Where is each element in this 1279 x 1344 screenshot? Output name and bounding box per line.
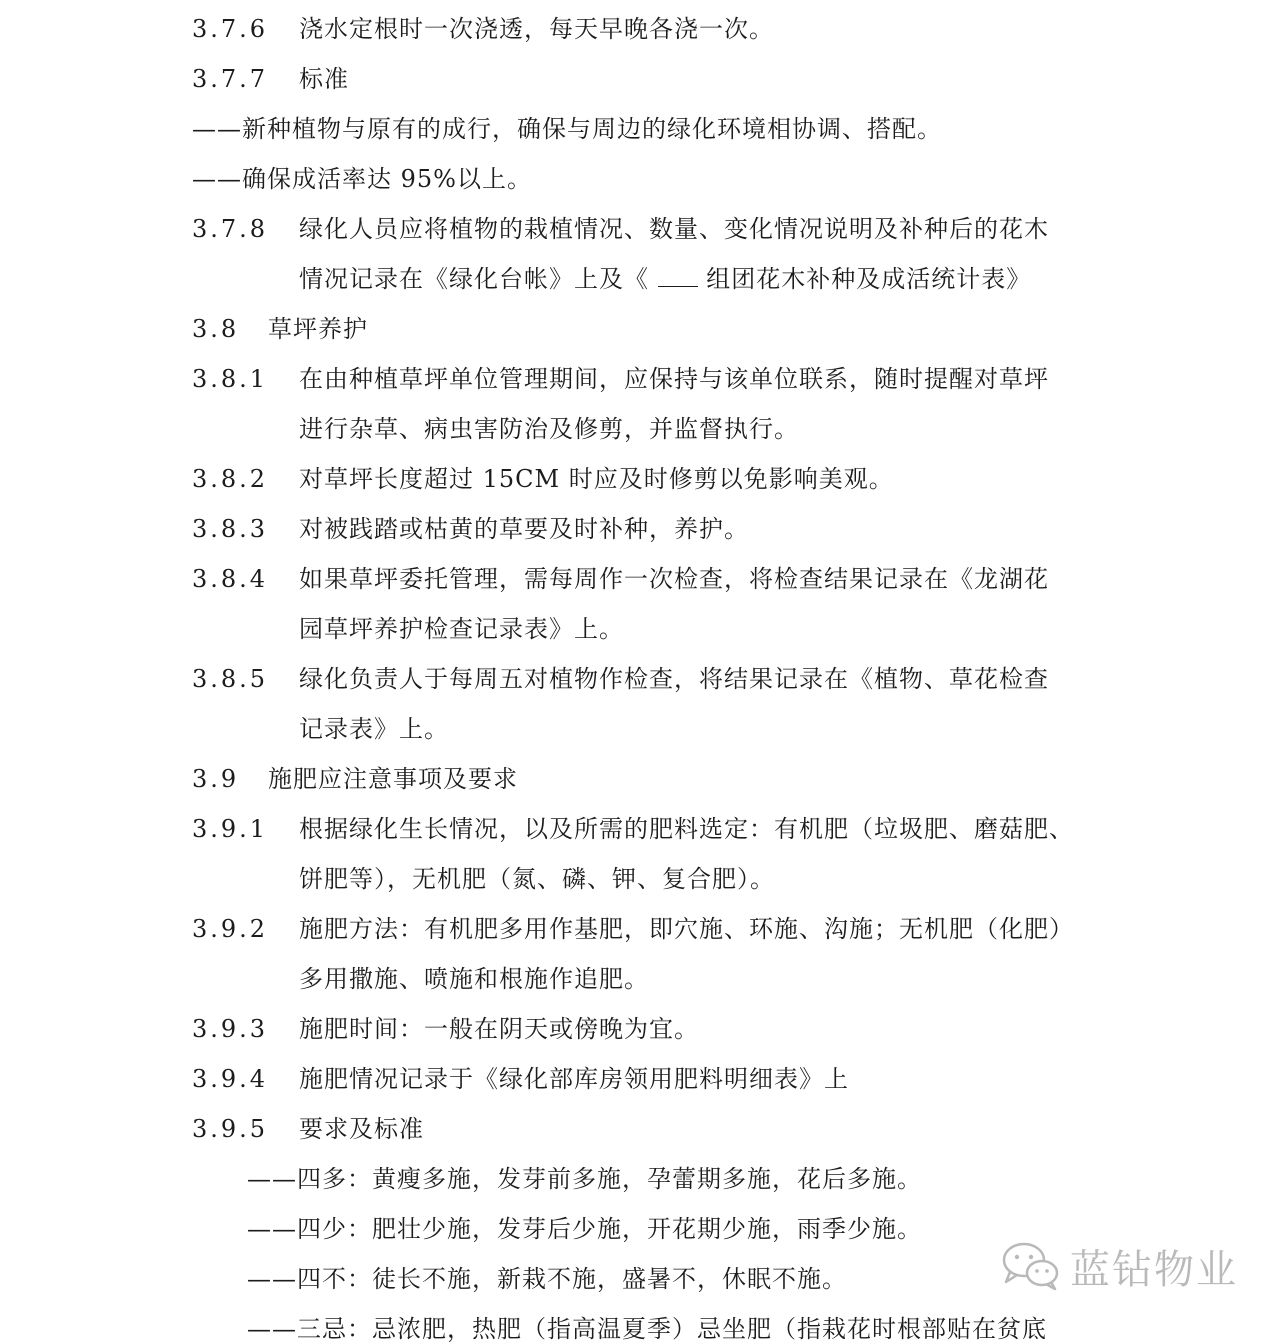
paragraph-text-part: 情况记录在《绿化台帐》上及《 <box>299 265 649 293</box>
section-number: 3.7.7 <box>192 65 269 93</box>
paragraph-continuation: 饼肥等），无机肥（氮、磷、钾、复合肥）。 <box>299 865 775 893</box>
dash-list-item: ——确保成活率达 95%以上。 <box>192 165 532 193</box>
section-heading: 要求及标准 <box>299 1115 424 1143</box>
dash-list-item: ——三忌：忌浓肥，热肥（指高温夏季）忌坐肥（指栽花时根部贴在贫底 <box>247 1315 1047 1343</box>
paragraph-continuation: 进行杂草、病虫害防治及修剪，并监督执行。 <box>299 415 799 443</box>
section-number: 3.9.3 <box>192 1015 269 1043</box>
section-number: 3.9 <box>192 765 240 793</box>
dash-list-item: ——四少：肥壮少施，发芽后少施，开花期少施，雨季少施。 <box>247 1215 922 1243</box>
paragraph-continuation: 记录表》上。 <box>299 715 449 743</box>
paragraph-text: 施肥方法：有机肥多用作基肥，即穴施、环施、沟施；无机肥（化肥） <box>299 915 1074 943</box>
paragraph-continuation <box>299 264 1031 294</box>
section-number: 3.9.4 <box>192 1065 269 1093</box>
section-number: 3.8.4 <box>192 565 269 593</box>
paragraph-text: 浇水定根时一次浇透，每天早晚各浇一次。 <box>299 15 774 43</box>
dash-list-item: ——新种植物与原有的成行，确保与周边的绿化环境相协调、搭配。 <box>192 115 942 143</box>
paragraph-text: 绿化负责人于每周五对植物作检查，将结果记录在《植物、草花检查 <box>299 665 1049 693</box>
wechat-icon <box>1000 1240 1062 1292</box>
dash-list-item: ——四多：黄瘦多施，发芽前多施，孕蕾期多施，花后多施。 <box>247 1165 922 1193</box>
section-number: 3.8.3 <box>192 515 269 543</box>
section-number: 3.8.5 <box>192 665 269 693</box>
section-number: 3.9.5 <box>192 1115 269 1143</box>
section-heading: 草坪养护 <box>268 315 368 343</box>
section-number: 3.7.8 <box>192 215 269 243</box>
paragraph-text: 在由种植草坪单位管理期间，应保持与该单位联系，随时提醒对草坪 <box>299 365 1049 393</box>
paragraph-continuation: 多用撒施、喷施和根施作追肥。 <box>299 965 649 993</box>
section-number: 3.8 <box>192 315 240 343</box>
section-number: 3.7.6 <box>192 15 269 43</box>
section-heading: 施肥应注意事项及要求 <box>268 765 518 793</box>
section-number: 3.9.1 <box>192 815 269 843</box>
watermark-text: 蓝钻物业 <box>1070 1246 1238 1293</box>
watermark <box>1000 1238 1238 1294</box>
paragraph-text: 根据绿化生长情况，以及所需的肥料选定：有机肥（垃圾肥、磨菇肥、 <box>299 815 1074 843</box>
dash-list-item: ——四不：徒长不施，新栽不施，盛暑不，休眠不施。 <box>247 1265 847 1293</box>
section-heading: 标准 <box>299 65 349 93</box>
paragraph-text: 绿化人员应将植物的栽植情况、数量、变化情况说明及补种后的花木 <box>299 215 1049 243</box>
section-number: 3.9.2 <box>192 915 269 943</box>
paragraph-text: 施肥情况记录于《绿化部库房领用肥料明细表》上 <box>299 1065 849 1093</box>
paragraph-continuation: 园草坪养护检查记录表》上。 <box>299 615 624 643</box>
paragraph-text: 施肥时间：一般在阴天或傍晚为宜。 <box>299 1015 699 1043</box>
paragraph-text: 如果草坪委托管理，需每周作一次检查，将检查结果记录在《龙湖花 <box>299 565 1049 593</box>
section-number: 3.8.2 <box>192 465 269 493</box>
paragraph-text: 对被践踏或枯黄的草要及时补种，养护。 <box>299 515 749 543</box>
paragraph-text-part: 组团花木补种及成活统计表》 <box>706 265 1032 293</box>
paragraph-text: 对草坪长度超过 15CM 时应及时修剪以免影响美观。 <box>299 465 894 493</box>
blank-underline <box>658 264 698 287</box>
section-number: 3.8.1 <box>192 365 269 393</box>
